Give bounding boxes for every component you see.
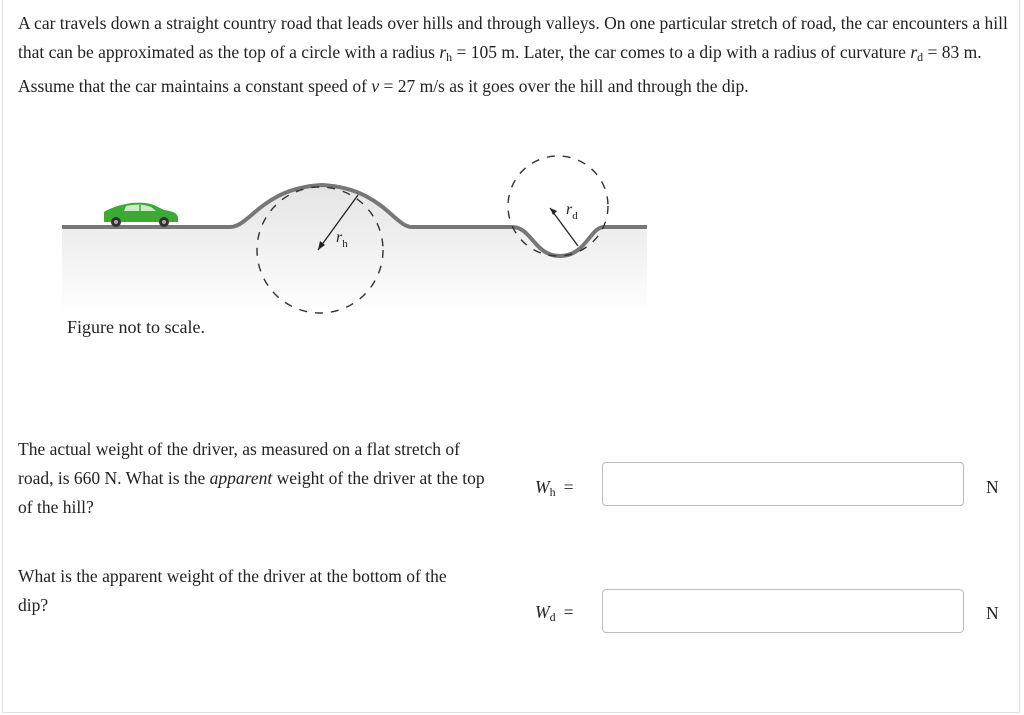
wd-unit: N [986,603,999,623]
rd-symbol: $r_d$ [910,42,924,64]
wh-answer-input[interactable] [602,462,964,506]
dip-circle [508,156,608,256]
rh-symbol: $r_h$ [439,42,453,64]
wd-answer-input[interactable] [602,589,964,633]
question-2-text: What is the apparent weight of the driver at the bottom of the dip? [18,566,447,615]
hill-radius-label: $r_h$ [336,229,348,250]
wd-label: $W_d$ = [535,602,574,624]
figure-caption: Figure not to scale. [67,317,205,337]
problem-statement: A car travels down a straight country road that leads over hills and through valleys. On one particular stretch of road, the car encounters a hill that can be approximated as the top of a circle with a radius $r_h = 105$ m. Later, the car comes to a dip with a radius of curvature $r_d = 83$ m. Assume that the car maintains a constant speed of v = 27 m/s as it goes over the hill and through the dip. [18,13,1008,96]
dip-radius-arrowhead [550,208,557,215]
question-1-text: The actual weight of the driver, as measured on a flat stretch of road, is 660 N. What is the apparent weight of the driver at the top of the hill? [18,439,485,517]
v-symbol: v [371,76,380,96]
hill-dip-figure [0,150,680,320]
wh-unit: N [986,477,999,497]
wh-label: $W_h$ = [535,477,574,499]
dip-radius-label: $r_d$ [566,201,578,222]
car-icon [104,203,178,227]
